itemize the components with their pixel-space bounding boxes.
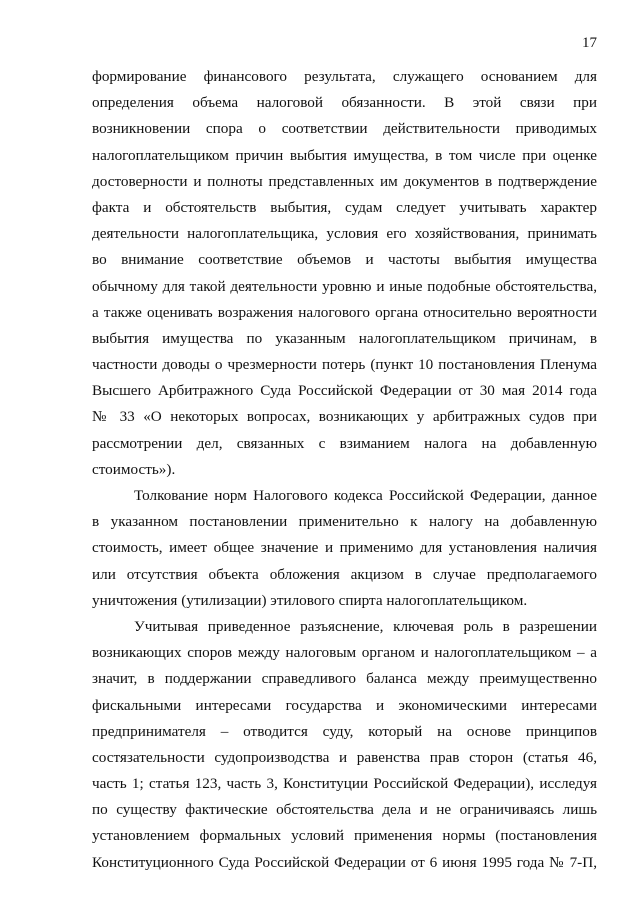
text-line: значит, в поддержании справедливого баланса между преимущественно — [92, 670, 597, 688]
text-line: стоимость, имеет общее значение и применимо для установления наличия — [92, 539, 597, 557]
text-line: в указанном постановлении применительно к налогу на добавленную — [92, 513, 597, 531]
text-line: деятельности налогоплательщика, условия его хозяйствования, принимать — [92, 225, 597, 243]
text-line: достоверности и полноты представленных им документов в подтверждение — [92, 172, 597, 190]
text-line: а также оценивать возражения налогового органа относительно вероятности — [92, 303, 597, 321]
body-text — [92, 64, 597, 876]
text-line: возникновении спора о соответствии действительности приводимых — [92, 120, 597, 138]
text-line: рассмотрении дел, связанных с взиманием налога на добавленную — [92, 434, 597, 452]
text-line: часть 1; статья 123, часть 3, Конституции Российской Федерации), исследуя — [92, 775, 597, 793]
text-line: стоимость»). — [92, 460, 176, 478]
text-line: Конституционного Суда Российской Федерации от 6 июня 1995 года № 7-П, — [92, 853, 597, 871]
text-line: Высшего Арбитражного Суда Российской Федерации от 30 мая 2014 года — [92, 382, 597, 400]
text-line: налогоплательщиком причин выбытия имущества, в том числе при оценке — [92, 146, 597, 164]
text-line: возникающих споров между налоговым органом и налогоплательщиком – а — [92, 644, 597, 662]
text-line: Учитывая приведенное разъяснение, ключевая роль в разрешении — [134, 617, 597, 635]
text-line: фискальными интересами государства и экономическими интересами — [92, 696, 597, 714]
text-line: по существу фактические обстоятельства дела и не ограничиваясь лишь — [92, 801, 597, 819]
text-line: формирование финансового результата, служащего основанием для — [92, 68, 597, 85]
text-line: или отсутствия объекта обложения акцизом в случае предполагаемого — [92, 565, 597, 583]
text-line: во внимание соответствие объемов и частоты выбытия имущества — [92, 251, 597, 269]
text-line: состязательности судопроизводства и равенства прав сторон (статья 46, — [92, 748, 597, 766]
text-line: № 33 «О некоторых вопросах, возникающих у арбитражных судов при — [92, 408, 597, 426]
text-line: Толкование норм Налогового кодекса Российской Федерации, данное — [134, 487, 597, 504]
text-line: определения объема налоговой обязанности. В этой связи при — [92, 94, 597, 112]
page-number: 17 — [582, 35, 597, 51]
text-line: факта и обстоятельств выбытия, судам следует учитывать характер — [92, 198, 597, 216]
text-line: установлением формальных условий применения нормы (постановления — [92, 827, 597, 845]
text-line: выбытия имущества по указанным налогоплательщиком причинам, в — [92, 329, 597, 347]
text-line: предпринимателя – отводится суду, который на основе принципов — [92, 722, 597, 740]
text-line: уничтожения (утилизации) этилового спирта налогоплательщиком. — [92, 591, 528, 609]
text-line: обычному для такой деятельности уровню и иные подобные обстоятельства, — [92, 277, 597, 295]
text-line: частности доводы о чрезмерности потерь (пункт 10 постановления Пленума — [92, 356, 597, 374]
